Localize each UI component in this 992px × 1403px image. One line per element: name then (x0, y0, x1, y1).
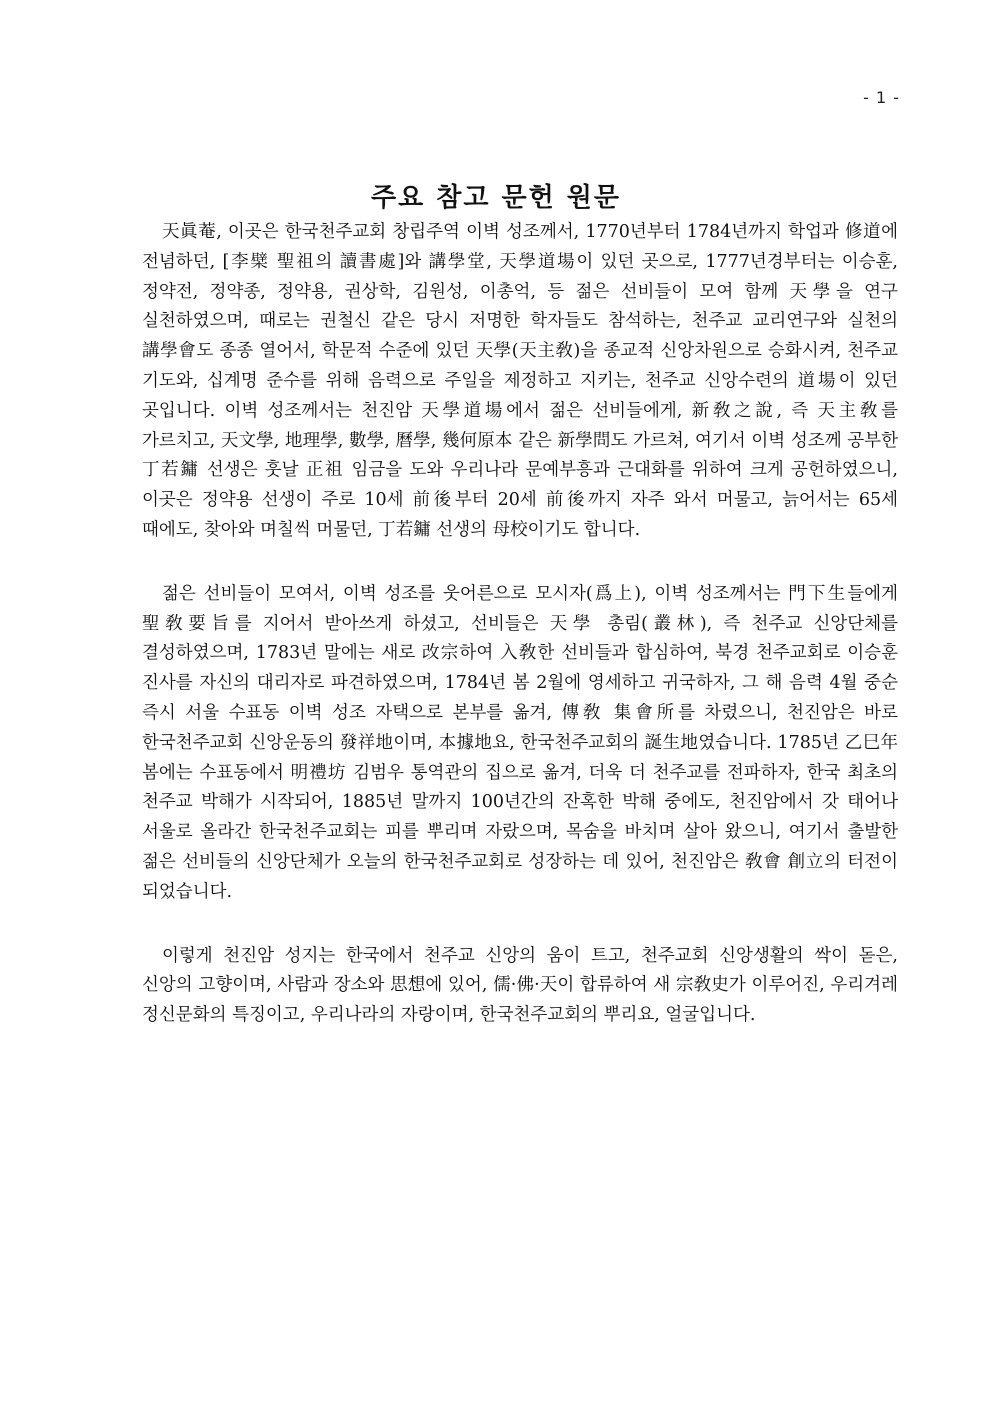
paragraph-2: 젊은 선비들이 모여서, 이벽 성조를 웃어른으로 모시자(爲上), 이벽 성조께서는 門下生들에게 聖敎要旨를 지어서 받아쓰게 하셨고, 선비들은 天學 총림(叢林), 즉 천주교 신앙단체를 결성하였으며, 1783년 말에는 새로 改宗하여 入敎한 선비들과 합심하여, 북경 천주교회로 이승훈 진사를 자신의 대리자로 파견하였으며, 1784년 봄 2월에 영세하고 귀국하자, 그 해 음력 4월 중순 즉시 서울 수표동 이벽 성조 자택으로 본부를 옮겨, 傳敎 集會所를 차렸으니, 천진암은 바로 한국천주교회 신앙운동의 發祥地이며, 本據地요, 한국천주교회의 誕生地였습니다. 1785년 乙巳年 봄에는 수표동에서 明禮坊 김범우 통역관의 집으로 옮겨, 더욱 더 천주교를 전파하자, 한국 최초의 천주교 박해가 시작되어, 1885년 말까지 100년간의 잔혹한 박해 중에도, 천진암에서 갓 태어나 서울로 올라간 한국천주교회는 피를 뿌리며 자랐으며, 목숨을 바치며 살아 왔으니, 여기서 출발한 젊은 선비들의 신앙단체가 오늘의 한국천주교회로 성장하는 데 있어, 천진암은 敎會 創立의 터전이 되었습니다. (142, 583, 898, 902)
page-title: 주요 참고 문헌 원문 (370, 183, 622, 214)
document-body (142, 218, 898, 1065)
paragraph-1: 天眞菴, 이곳은 한국천주교회 창립주역 이벽 성조께서, 1770년부터 1784년까지 학업과 修道에 전념하던, [李檗 聖祖의 讀書處]와 講學堂, 天學道場이 있던 곳으로, 1777년경부터는 이승훈, 정약전, 정약종, 정약용, 권상학, 김원성, 이총억, 등 젊은 선비들이 모여 함께 天學을 연구 실천하였으며, 때로는 권철신 같은 당시 저명한 학자들도 참석하는, 천주교 교리연구와 실천의 講學會도 종종 열어서, 학문적 수준에 있던 天學(天主敎)을 종교적 신앙차원으로 승화시켜, 천주교 기도와, 십계명 준수를 위해 음력으로 주일을 제정하고 지키는, 천주교 신앙수련의 道場이 있던 곳입니다. 이벽 성조께서는 천진암 天學道場에서 젊은 선비들에게, 新敎之說, 즉 天主敎를 가르치고, 天文學, 地理學, 數學, 曆學, 幾何原本 같은 新學問도 가르쳐, 여기서 이벽 성조께 공부한 丁若鏞 선생은 훗날 正祖 임금을 도와 우리나라 문예부흥과 근대화를 위하여 크게 공헌하였으니, 이곳은 정약용 선생이 주로 10세 前後부터 20세 前後까지 자주 와서 머물고, 늙어서는 65세 때에도, 찾아와 며칠씩 머물던, 丁若鏞 선생의 母校이기도 합니다. (142, 222, 898, 540)
page-number: - 1 - (863, 88, 900, 107)
paragraph-3: 이렇게 천진암 성지는 한국에서 천주교 신앙의 움이 트고, 천주교회 신앙생활의 싹이 돋은, 신앙의 고향이며, 사람과 장소와 思想에 있어, 儒·佛·天이 합류하여 새 宗敎史가 이루어진, 우리겨레 정신문화의 특징이고, 우리나라의 자랑이며, 한국천주교회의 뿌리요, 얼굴입니다. (142, 945, 898, 1026)
